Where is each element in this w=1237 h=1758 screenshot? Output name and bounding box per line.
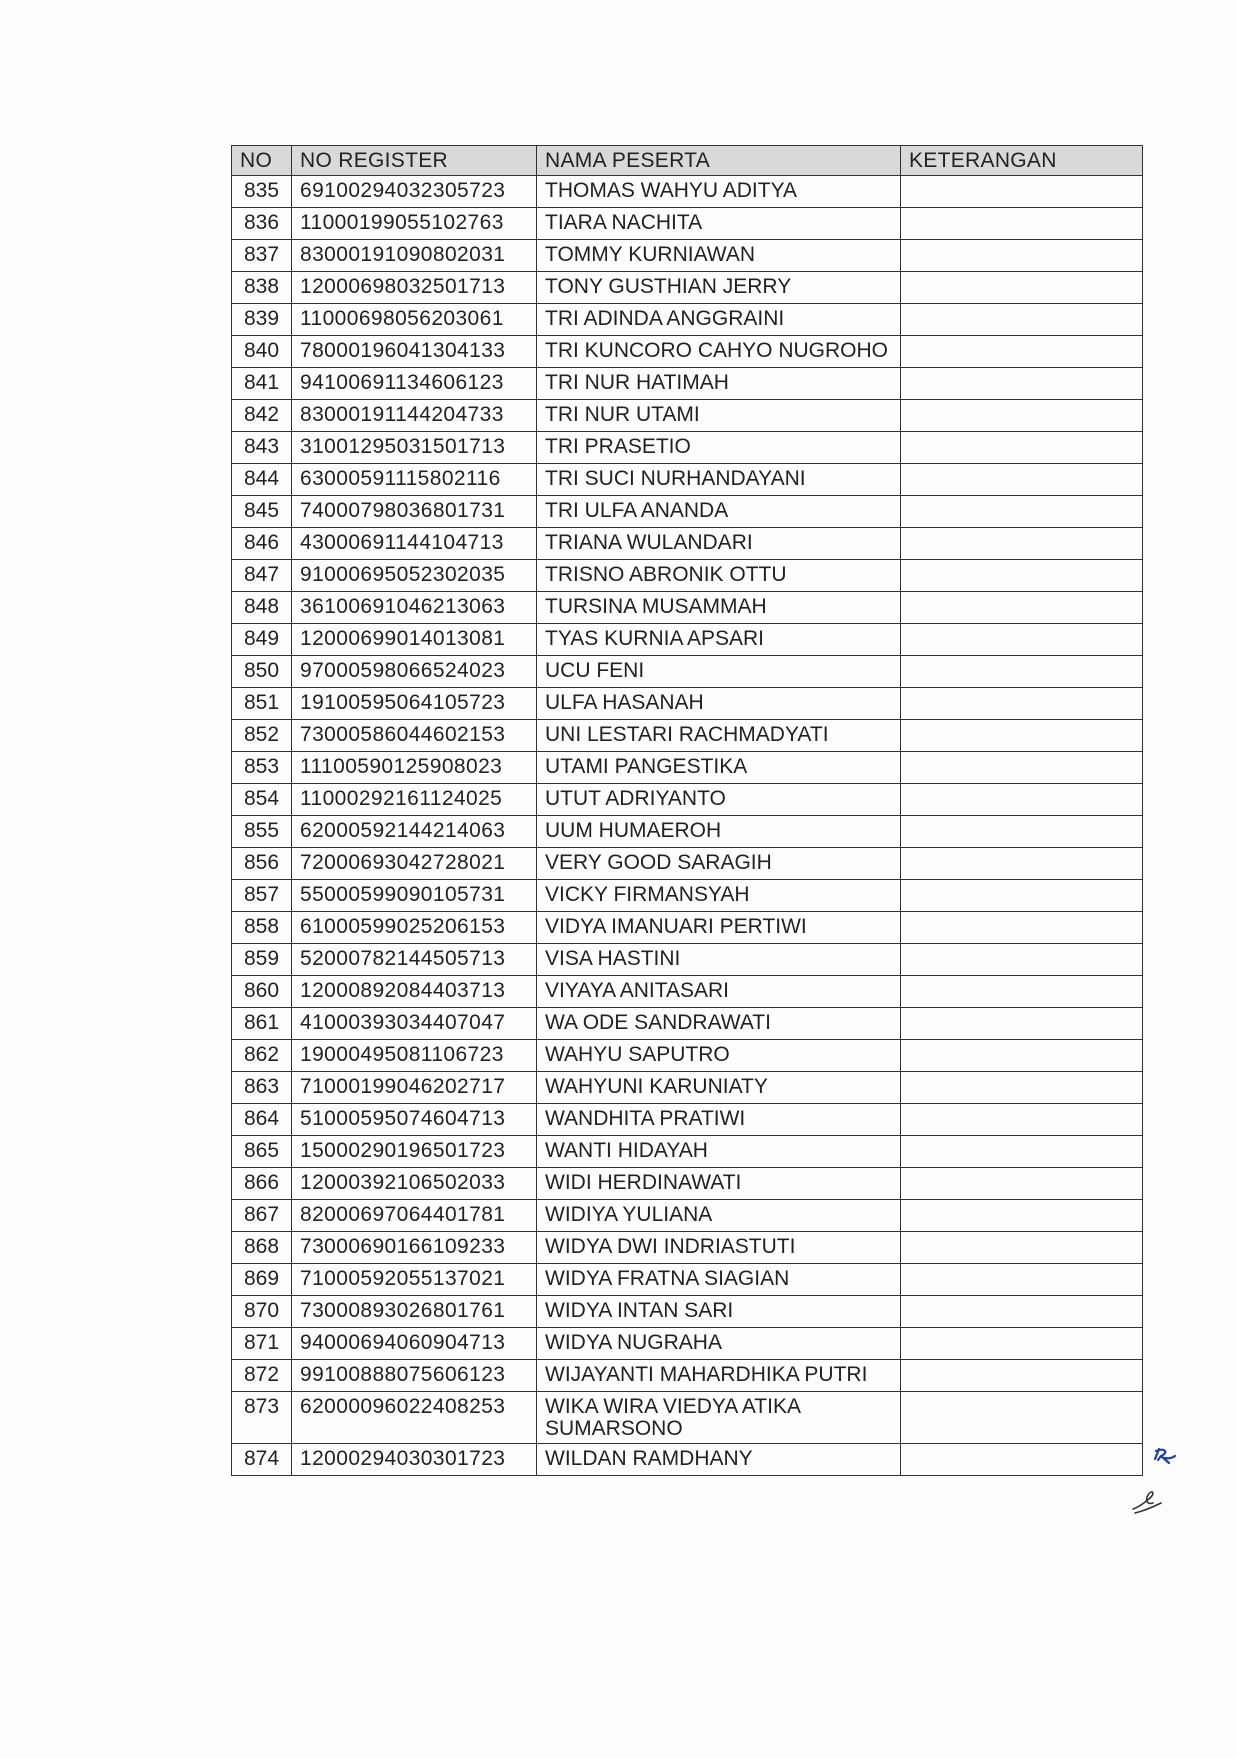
row-keterangan-cell: [901, 272, 1143, 304]
row-register-cell: 12000294030301723: [292, 1444, 537, 1476]
table-row: [232, 336, 1143, 368]
row-no-cell: 860: [232, 976, 292, 1008]
row-name-cell: WILDAN RAMDHANY: [537, 1444, 901, 1476]
table-row: [232, 1200, 1143, 1232]
row-keterangan-cell: [901, 1040, 1143, 1072]
row-name-cell: VIYAYA ANITASARI: [537, 976, 901, 1008]
row-name-cell: UCU FENI: [537, 656, 901, 688]
row-register-cell: 31001295031501713: [292, 432, 537, 464]
row-keterangan-cell: [901, 848, 1143, 880]
row-no-cell: 862: [232, 1040, 292, 1072]
row-no-cell: 852: [232, 720, 292, 752]
row-register-cell: 11000292161124025: [292, 784, 537, 816]
row-register-cell: 94100691134606123: [292, 368, 537, 400]
table-row: [232, 752, 1143, 784]
row-no-cell: 853: [232, 752, 292, 784]
row-keterangan-cell: [901, 432, 1143, 464]
row-keterangan-cell: [901, 336, 1143, 368]
row-no-cell: 843: [232, 432, 292, 464]
row-name-cell: UTUT ADRIYANTO: [537, 784, 901, 816]
participant-table: [231, 145, 1143, 1476]
row-register-cell: 73000586044602153: [292, 720, 537, 752]
table-row: [232, 848, 1143, 880]
row-keterangan-cell: [901, 1328, 1143, 1360]
table-row: [232, 1328, 1143, 1360]
row-name-cell: TOMMY KURNIAWAN: [537, 240, 901, 272]
header-no: NO: [232, 146, 292, 176]
table-header-row: [232, 146, 1143, 176]
header-keterangan: KETERANGAN: [901, 146, 1143, 176]
row-keterangan-cell: [901, 1444, 1143, 1476]
row-name-cell: TRIANA WULANDARI: [537, 528, 901, 560]
row-no-cell: 866: [232, 1168, 292, 1200]
row-register-cell: 11000199055102763: [292, 208, 537, 240]
row-no-cell: 842: [232, 400, 292, 432]
row-name-cell: VIDYA IMANUARI PERTIWI: [537, 912, 901, 944]
row-register-cell: 73000893026801761: [292, 1296, 537, 1328]
row-register-cell: 94000694060904713: [292, 1328, 537, 1360]
row-name-cell: WIDI HERDINAWATI: [537, 1168, 901, 1200]
row-name-cell: WIDYA DWI INDRIASTUTI: [537, 1232, 901, 1264]
row-register-cell: 12000392106502033: [292, 1168, 537, 1200]
row-keterangan-cell: [901, 368, 1143, 400]
row-register-cell: 12000892084403713: [292, 976, 537, 1008]
row-register-cell: 63000591115802116: [292, 464, 537, 496]
table-row: [232, 528, 1143, 560]
row-keterangan-cell: [901, 1360, 1143, 1392]
row-register-cell: 71000592055137021: [292, 1264, 537, 1296]
row-register-cell: 51000595074604713: [292, 1104, 537, 1136]
row-name-cell: WIJAYANTI MAHARDHIKA PUTRI: [537, 1360, 901, 1392]
row-register-cell: 71000199046202717: [292, 1072, 537, 1104]
row-name-cell: VERY GOOD SARAGIH: [537, 848, 901, 880]
table-row: [232, 816, 1143, 848]
table-row: [232, 1072, 1143, 1104]
table-row: [232, 368, 1143, 400]
row-name-cell: THOMAS WAHYU ADITYA: [537, 176, 901, 208]
row-no-cell: 854: [232, 784, 292, 816]
row-name-cell: WIKA WIRA VIEDYA ATIKA SUMARSONO: [537, 1392, 901, 1444]
row-no-cell: 836: [232, 208, 292, 240]
row-register-cell: 73000690166109233: [292, 1232, 537, 1264]
table-row: [232, 496, 1143, 528]
participant-table-sheet: [231, 145, 1143, 1476]
row-no-cell: 846: [232, 528, 292, 560]
row-no-cell: 857: [232, 880, 292, 912]
row-keterangan-cell: [901, 304, 1143, 336]
table-row: [232, 560, 1143, 592]
row-no-cell: 851: [232, 688, 292, 720]
row-keterangan-cell: [901, 1232, 1143, 1264]
row-keterangan-cell: [901, 1072, 1143, 1104]
table-row: [232, 1136, 1143, 1168]
row-name-cell: TURSINA MUSAMMAH: [537, 592, 901, 624]
table-row: [232, 592, 1143, 624]
row-name-cell: WIDIYA YULIANA: [537, 1200, 901, 1232]
row-keterangan-cell: [901, 720, 1143, 752]
row-register-cell: 19100595064105723: [292, 688, 537, 720]
row-register-cell: 12000698032501713: [292, 272, 537, 304]
row-keterangan-cell: [901, 880, 1143, 912]
table-row: [232, 1008, 1143, 1040]
row-no-cell: 863: [232, 1072, 292, 1104]
row-name-cell: TONY GUSTHIAN JERRY: [537, 272, 901, 304]
row-keterangan-cell: [901, 208, 1143, 240]
table-row: [232, 720, 1143, 752]
row-no-cell: 844: [232, 464, 292, 496]
row-no-cell: 841: [232, 368, 292, 400]
row-register-cell: 41000393034407047: [292, 1008, 537, 1040]
table-row: [232, 656, 1143, 688]
header-no-register: NO REGISTER: [292, 146, 537, 176]
row-no-cell: 870: [232, 1296, 292, 1328]
row-keterangan-cell: [901, 912, 1143, 944]
row-register-cell: 61000599025206153: [292, 912, 537, 944]
row-keterangan-cell: [901, 528, 1143, 560]
row-name-cell: TRI ULFA ANANDA: [537, 496, 901, 528]
row-register-cell: 12000699014013081: [292, 624, 537, 656]
row-register-cell: 83000191090802031: [292, 240, 537, 272]
row-name-cell: WANDHITA PRATIWI: [537, 1104, 901, 1136]
row-keterangan-cell: [901, 784, 1143, 816]
table-row: [232, 272, 1143, 304]
row-no-cell: 858: [232, 912, 292, 944]
row-no-cell: 871: [232, 1328, 292, 1360]
row-keterangan-cell: [901, 1200, 1143, 1232]
table-body: [232, 176, 1143, 1476]
row-no-cell: 837: [232, 240, 292, 272]
row-keterangan-cell: [901, 624, 1143, 656]
table-row: [232, 1168, 1143, 1200]
row-keterangan-cell: [901, 464, 1143, 496]
row-keterangan-cell: [901, 1296, 1143, 1328]
row-register-cell: 82000697064401781: [292, 1200, 537, 1232]
row-no-cell: 838: [232, 272, 292, 304]
row-name-cell: VISA HASTINI: [537, 944, 901, 976]
row-no-cell: 873: [232, 1392, 292, 1444]
row-no-cell: 849: [232, 624, 292, 656]
row-name-cell: VICKY FIRMANSYAH: [537, 880, 901, 912]
row-no-cell: 865: [232, 1136, 292, 1168]
row-keterangan-cell: [901, 944, 1143, 976]
row-name-cell: TRI NUR UTAMI: [537, 400, 901, 432]
row-register-cell: 91000695052302035: [292, 560, 537, 592]
handwritten-initials-icon: [1125, 1445, 1185, 1515]
row-name-cell: TRISNO ABRONIK OTTU: [537, 560, 901, 592]
table-row: [232, 880, 1143, 912]
row-name-cell: UNI LESTARI RACHMADYATI: [537, 720, 901, 752]
row-keterangan-cell: [901, 176, 1143, 208]
row-keterangan-cell: [901, 400, 1143, 432]
row-register-cell: 43000691144104713: [292, 528, 537, 560]
row-keterangan-cell: [901, 496, 1143, 528]
table-row: [232, 1392, 1143, 1444]
row-register-cell: 15000290196501723: [292, 1136, 537, 1168]
row-no-cell: 839: [232, 304, 292, 336]
row-register-cell: 11100590125908023: [292, 752, 537, 784]
row-no-cell: 845: [232, 496, 292, 528]
row-name-cell: TRI ADINDA ANGGRAINI: [537, 304, 901, 336]
table-row: [232, 240, 1143, 272]
row-register-cell: 19000495081106723: [292, 1040, 537, 1072]
table-row: [232, 1040, 1143, 1072]
row-no-cell: 872: [232, 1360, 292, 1392]
table-row: [232, 944, 1143, 976]
row-no-cell: 868: [232, 1232, 292, 1264]
table-row: [232, 432, 1143, 464]
row-register-cell: 69100294032305723: [292, 176, 537, 208]
row-no-cell: 861: [232, 1008, 292, 1040]
row-name-cell: WIDYA INTAN SARI: [537, 1296, 901, 1328]
row-keterangan-cell: [901, 240, 1143, 272]
row-keterangan-cell: [901, 656, 1143, 688]
row-no-cell: 864: [232, 1104, 292, 1136]
table-row: [232, 976, 1143, 1008]
row-no-cell: 859: [232, 944, 292, 976]
row-register-cell: 97000598066524023: [292, 656, 537, 688]
row-name-cell: TRI PRASETIO: [537, 432, 901, 464]
row-name-cell: ULFA HASANAH: [537, 688, 901, 720]
row-keterangan-cell: [901, 560, 1143, 592]
row-name-cell: WANTI HIDAYAH: [537, 1136, 901, 1168]
table-row: [232, 1444, 1143, 1476]
table-row: [232, 400, 1143, 432]
row-register-cell: 52000782144505713: [292, 944, 537, 976]
table-row: [232, 1360, 1143, 1392]
row-keterangan-cell: [901, 976, 1143, 1008]
row-register-cell: 55000599090105731: [292, 880, 537, 912]
row-keterangan-cell: [901, 1264, 1143, 1296]
row-no-cell: 850: [232, 656, 292, 688]
header-nama-peserta: NAMA PESERTA: [537, 146, 901, 176]
row-name-cell: UTAMI PANGESTIKA: [537, 752, 901, 784]
row-register-cell: 78000196041304133: [292, 336, 537, 368]
row-no-cell: 847: [232, 560, 292, 592]
table-row: [232, 1104, 1143, 1136]
row-register-cell: 99100888075606123: [292, 1360, 537, 1392]
row-name-cell: TRI NUR HATIMAH: [537, 368, 901, 400]
row-name-cell: TIARA NACHITA: [537, 208, 901, 240]
table-row: [232, 1296, 1143, 1328]
row-name-cell: WA ODE SANDRAWATI: [537, 1008, 901, 1040]
row-no-cell: 840: [232, 336, 292, 368]
table-row: [232, 912, 1143, 944]
row-no-cell: 835: [232, 176, 292, 208]
row-register-cell: 11000698056203061: [292, 304, 537, 336]
row-keterangan-cell: [901, 1104, 1143, 1136]
table-row: [232, 176, 1143, 208]
table-row: [232, 688, 1143, 720]
table-row: [232, 304, 1143, 336]
row-keterangan-cell: [901, 752, 1143, 784]
row-register-cell: 62000096022408253: [292, 1392, 537, 1444]
table-row: [232, 784, 1143, 816]
row-no-cell: 855: [232, 816, 292, 848]
row-no-cell: 874: [232, 1444, 292, 1476]
row-no-cell: 848: [232, 592, 292, 624]
row-name-cell: WAHYU SAPUTRO: [537, 1040, 901, 1072]
row-no-cell: 856: [232, 848, 292, 880]
row-register-cell: 83000191144204733: [292, 400, 537, 432]
row-keterangan-cell: [901, 1168, 1143, 1200]
row-no-cell: 869: [232, 1264, 292, 1296]
table-row: [232, 624, 1143, 656]
table-row: [232, 1264, 1143, 1296]
table-row: [232, 1232, 1143, 1264]
row-name-cell: WIDYA NUGRAHA: [537, 1328, 901, 1360]
row-register-cell: 36100691046213063: [292, 592, 537, 624]
row-name-cell: UUM HUMAEROH: [537, 816, 901, 848]
row-keterangan-cell: [901, 1392, 1143, 1444]
row-register-cell: 72000693042728021: [292, 848, 537, 880]
row-register-cell: 74000798036801731: [292, 496, 537, 528]
row-keterangan-cell: [901, 1136, 1143, 1168]
row-keterangan-cell: [901, 592, 1143, 624]
row-register-cell: 62000592144214063: [292, 816, 537, 848]
table-row: [232, 208, 1143, 240]
row-name-cell: TRI KUNCORO CAHYO NUGROHO: [537, 336, 901, 368]
table-row: [232, 464, 1143, 496]
row-keterangan-cell: [901, 816, 1143, 848]
row-keterangan-cell: [901, 688, 1143, 720]
row-name-cell: TRI SUCI NURHANDAYANI: [537, 464, 901, 496]
row-name-cell: WIDYA FRATNA SIAGIAN: [537, 1264, 901, 1296]
row-name-cell: TYAS KURNIA APSARI: [537, 624, 901, 656]
row-no-cell: 867: [232, 1200, 292, 1232]
row-keterangan-cell: [901, 1008, 1143, 1040]
row-name-cell: WAHYUNI KARUNIATY: [537, 1072, 901, 1104]
